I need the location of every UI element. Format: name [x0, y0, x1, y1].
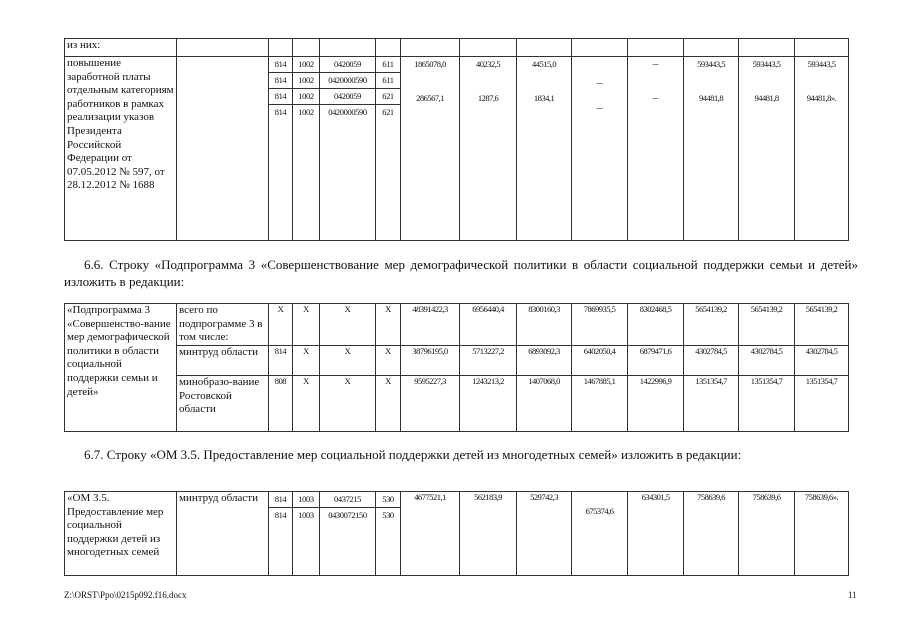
value-cell: 1834,1 — [533, 93, 555, 103]
code-grbs: 814 — [269, 89, 292, 105]
value-cell: 286567,1 — [416, 93, 444, 103]
value-cell: 6956440,4 — [460, 304, 517, 346]
code-cell: X — [376, 346, 401, 376]
value-cell: 4677521,1 — [401, 492, 460, 576]
paragraph-6-7: 6.7. Строку «ОМ 3.5. Предоставление мер социальной поддержки детей из многодетных семей» изложить в редакции: — [84, 447, 742, 462]
dash-cell: – — [652, 58, 659, 70]
value-cell: 529742,3 — [517, 492, 572, 576]
value-cell: 593443,5 — [807, 59, 836, 69]
value-cell: 6893092,3 — [517, 346, 572, 376]
value-cell: 1243213,2 — [460, 376, 517, 432]
code-grbs: 814 — [274, 107, 287, 117]
code-csr: 0420059 — [320, 57, 375, 73]
code-csr: 0420059 — [320, 89, 375, 105]
code-vr: 621 — [376, 89, 400, 105]
value-cell: 1287,6 — [477, 93, 499, 103]
code-csr: 0420000590 — [328, 107, 367, 117]
dash-cell: – — [596, 77, 603, 89]
code-vr: 611 — [376, 73, 400, 89]
code-cell: X — [320, 304, 376, 346]
value-cell: 562183,9 — [460, 492, 517, 576]
value-cell: 6402050,4 — [572, 346, 628, 376]
code-csr: 0420000590 — [320, 73, 375, 89]
value-cell: 1351354,7 — [739, 376, 795, 432]
executor-label: минобразо-вание Ростовской области — [177, 376, 269, 432]
value-cell: 48391422,3 — [401, 304, 460, 346]
value-cell: 1467885,1 — [572, 376, 628, 432]
value-cell: 4302784,5 — [795, 346, 849, 376]
value-cell: 8302468,5 — [628, 304, 684, 346]
code-cell: X — [293, 376, 320, 432]
table-salary-increase — [64, 38, 849, 241]
value-cell: 7869935,5 — [572, 304, 628, 346]
value-cell: 1407068,0 — [517, 376, 572, 432]
footer-file-path: Z:\ORST\Ppo\0215p092.f16.docx — [64, 590, 187, 600]
code-grbs: 814 — [269, 73, 292, 89]
code-vr: 621 — [382, 107, 394, 117]
code-grbs: 814 — [274, 510, 287, 520]
value-cell: 1351354,7 — [684, 376, 739, 432]
value-cell: 5713227,2 — [460, 346, 517, 376]
dash-cell: – — [652, 92, 659, 104]
code-vr: 530 — [382, 510, 394, 520]
code-csr: 0430072150 — [328, 510, 367, 520]
value-cell: 758639,6 — [739, 492, 795, 576]
value-cell: 5654139,2 — [739, 304, 795, 346]
footer-page-number: 11 — [848, 590, 857, 600]
code-cell: X — [376, 304, 401, 346]
code-rzpr: 1002 — [293, 89, 319, 105]
value-cell: 758639,6 — [684, 492, 739, 576]
value-cell: 4302784,5 — [739, 346, 795, 376]
value-cell: 94481,8 — [698, 93, 724, 103]
code-rzpr: 1002 — [298, 107, 314, 117]
value-cell: 4302784,5 — [684, 346, 739, 376]
row-label-salary: повышение заработной платы отдельным категориям работников в рамках реализации указов Президента Российской Федерации от 07.05.2012 № 597, от 28.12.2012 № 1688 — [65, 57, 177, 241]
subprogram-name: «Подпрограмма 3 «Совершенство-вание мер демографической политики в области социальной поддержки семьи и детей» — [65, 304, 177, 432]
code-vr: 530 — [376, 492, 400, 508]
code-cell: X — [320, 376, 376, 432]
value-cell: 593443,5 — [697, 59, 725, 69]
value-cell: 758639,6». — [795, 492, 849, 576]
value-cell: 675374,6 — [572, 492, 628, 576]
value-cell: 1865078,0 — [414, 59, 446, 69]
value-cell: 40232,5 — [475, 59, 501, 69]
code-rzpr: 1003 — [293, 492, 319, 508]
code-grbs: 814 — [269, 492, 292, 508]
code-rzpr: 1002 — [293, 57, 319, 73]
code-cell: X — [269, 304, 293, 346]
value-cell: 94481,8 — [754, 93, 779, 103]
table-om-3-5 — [64, 491, 849, 576]
code-cell: X — [376, 376, 401, 432]
executor-label: минтруд области — [177, 492, 269, 576]
value-cell: 1422996,9 — [628, 376, 684, 432]
code-rzpr: 1003 — [298, 510, 314, 520]
value-cell: 5654139,2 — [795, 304, 849, 346]
executor-label: минтруд области — [177, 346, 269, 376]
code-csr: 0437215 — [320, 492, 375, 508]
value-cell: 38796195,0 — [401, 346, 460, 376]
executor-label: всего по подпрограмме 3 в том числе: — [177, 304, 269, 346]
value-cell: 94481,8». — [806, 93, 837, 103]
value-cell: 8300160,3 — [517, 304, 572, 346]
value-cell: 593443,5 — [752, 59, 781, 69]
code-cell: X — [320, 346, 376, 376]
value-cell: 634301,5 — [628, 492, 684, 576]
header-label: из них: — [65, 39, 177, 57]
code-vr: 611 — [376, 57, 400, 73]
om-name: «ОМ 3.5. Предоставление мер социальной поддержки детей из многодетных семей — [65, 492, 177, 576]
dash-cell: – — [596, 102, 603, 114]
code-grbs: 814 — [269, 57, 292, 73]
code-cell: X — [293, 304, 320, 346]
value-cell: 9595227,3 — [401, 376, 460, 432]
value-cell: 5654139,2 — [684, 304, 739, 346]
code-rzpr: 1002 — [293, 73, 319, 89]
code-cell: X — [293, 346, 320, 376]
value-cell: 44515,0 — [531, 59, 557, 69]
value-cell: 1351354,7 — [795, 376, 849, 432]
value-cell: 6879471,6 — [628, 346, 684, 376]
table-subprogram-3 — [64, 303, 849, 432]
code-cell: 814 — [269, 346, 293, 376]
code-cell: 808 — [269, 376, 293, 432]
paragraph-6-6: 6.6. Строку «Подпрограмма 3 «Совершенствование мер демографической политики в области социальной поддержки семьи и детей» изложить в редакции: — [64, 257, 858, 289]
